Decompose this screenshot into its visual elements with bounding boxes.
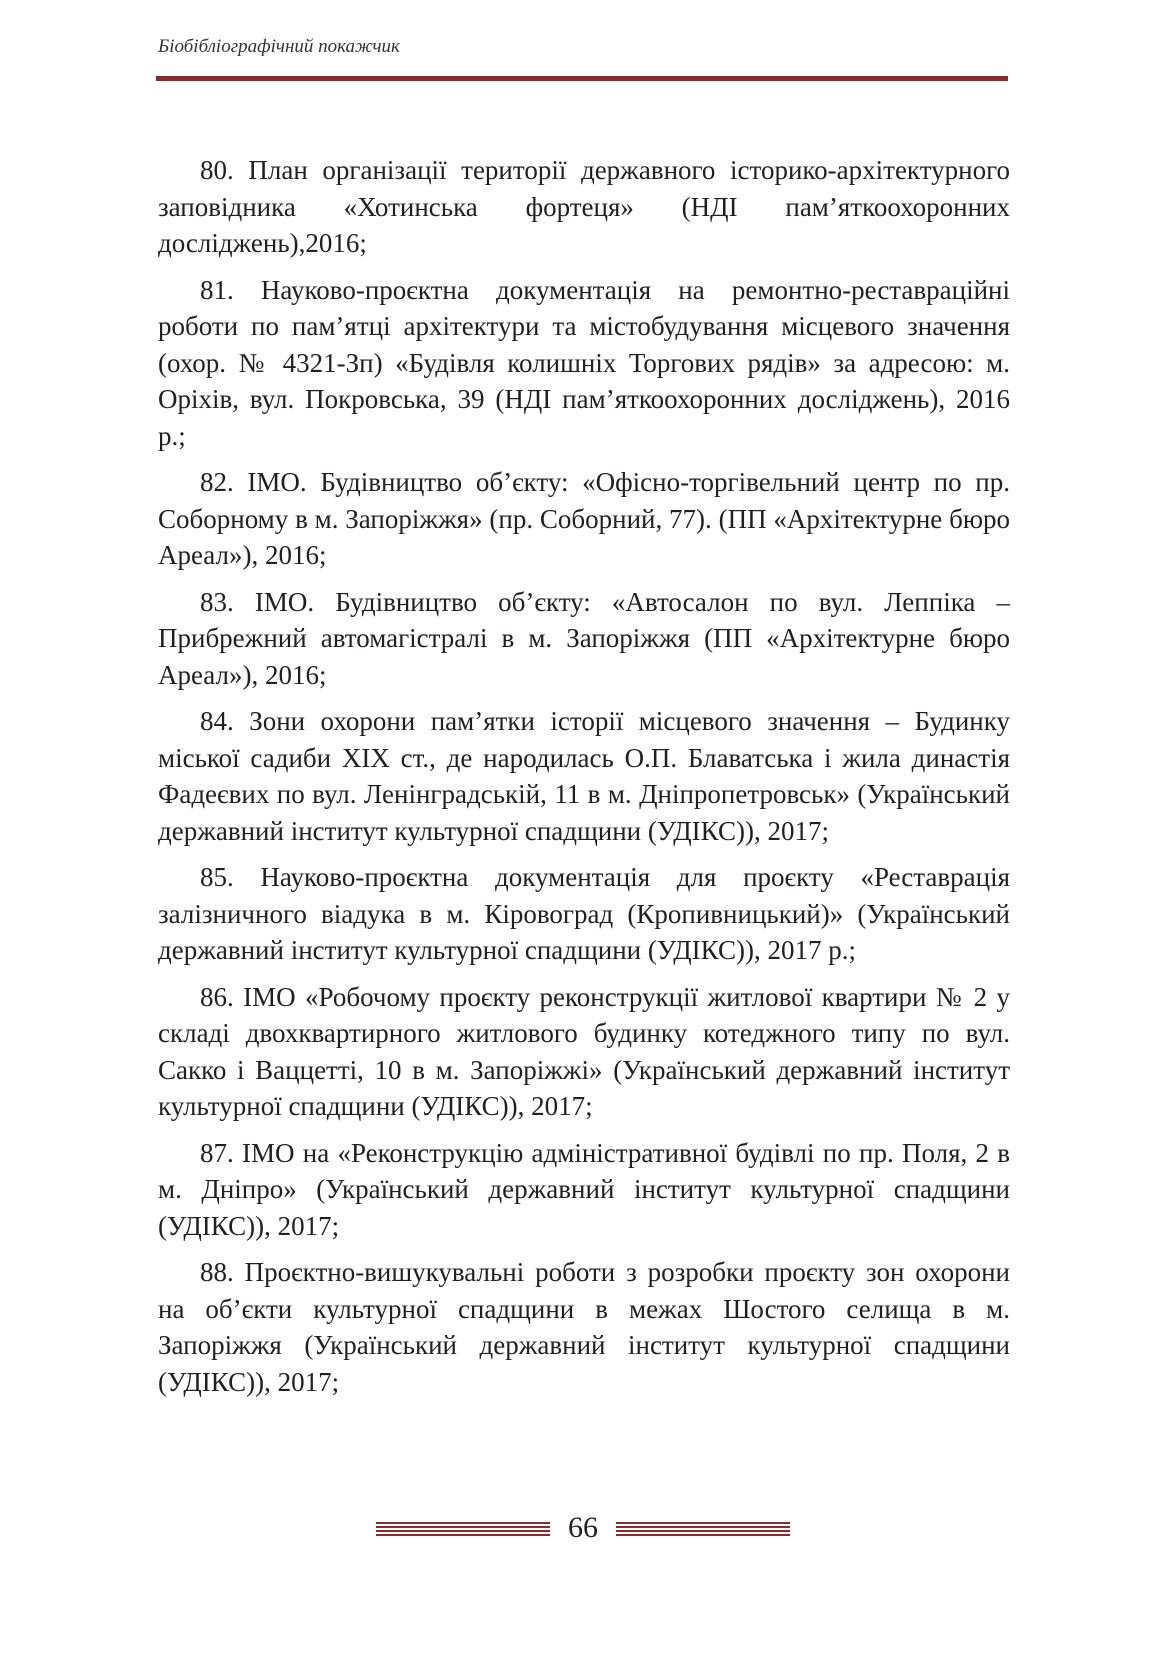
footer-rule-left [376, 1522, 550, 1538]
header-rule [156, 76, 1008, 81]
running-header: Біобібліографічний покажчик [158, 36, 400, 57]
list-item: 87. ІМО на «Реконструкцію адміністративної будівлі по пр. Поля, 2 в м. Дніпро» (Український державний інститут культурної спадщини (УДІКС)), 2017; [158, 1137, 1010, 1241]
list-item: 80. План організації території державного історико-архітектурного заповідника «Хотинська фортеця» (НДІ пам’яткоохоронних досліджень),2016; [158, 155, 1010, 258]
footer-rule-right [616, 1522, 790, 1538]
list-item: 82. ІМО. Будівництво об’єкту: «Офісно-торгівельний центр по пр. Соборному в м. Запоріжжя» (пр. Соборний, 77). (ПП «Архітектурне бюро Ареал»), 2016; [158, 467, 1010, 570]
list-item: 81. Науково-проєктна документація на ремонтно-реставраційні роботи по пам’ятці архітектури та містобудування місцевого значення (охор. № 4321-Зп) «Будівля колишніх Торгових рядів» за адресою: м. Оріхів, вул. Покровська, 39 (НДІ пам’яткоохоронних досліджень), 2016 р.; [158, 274, 1010, 451]
list-item: 84. Зони охорони пам’ятки історії місцевого значення – Будинку міської садиби ХІХ ст., де народилась О.П. Блаватська і жила династія Фадеєвих по вул. Ленінградській, 11 в м. Дніпропетровськ» (Український державний інститут культурної спадщини (УДІКС)), 2017; [158, 706, 1010, 846]
list-item: 83. ІМО. Будівництво об’єкту: «Автосалон по вул. Леппіка – Прибрежний автомагістралі в м. Запоріжжя (ПП «Архітектурне бюро Ареал»), 2016; [158, 586, 1010, 690]
list-item: 85. Науково-проєктна документація для проєкту «Реставрація залізничного віадука в м. Кіровоград (Кропивницький)» (Український державний інститут культурної спадщини (УДІКС)), 2017 р.; [158, 862, 1010, 965]
list-item: 88. Проєктно-вишукувальні роботи з розробки проєкту зон охорони на об’єкти культурної спадщини в межах Шостого селища в м. Запоріжжя (Український державний інститут культурної спадщини (УДІКС)), 2017; [158, 1257, 1010, 1397]
page-footer [0, 1508, 1166, 1552]
page-body [158, 152, 1010, 1410]
list-item: 86. ІМО «Робочому проєкту реконструкції житлової квартири № 2 у складі двохквартирного житлового будинку котеджного типу по вул. Сакко і Ваццетті, 10 в м. Запоріжжі» (Український державний інститут культурної спадщини (УДІКС)), 2017; [158, 981, 1010, 1121]
page-number: 66 [568, 1511, 598, 1544]
